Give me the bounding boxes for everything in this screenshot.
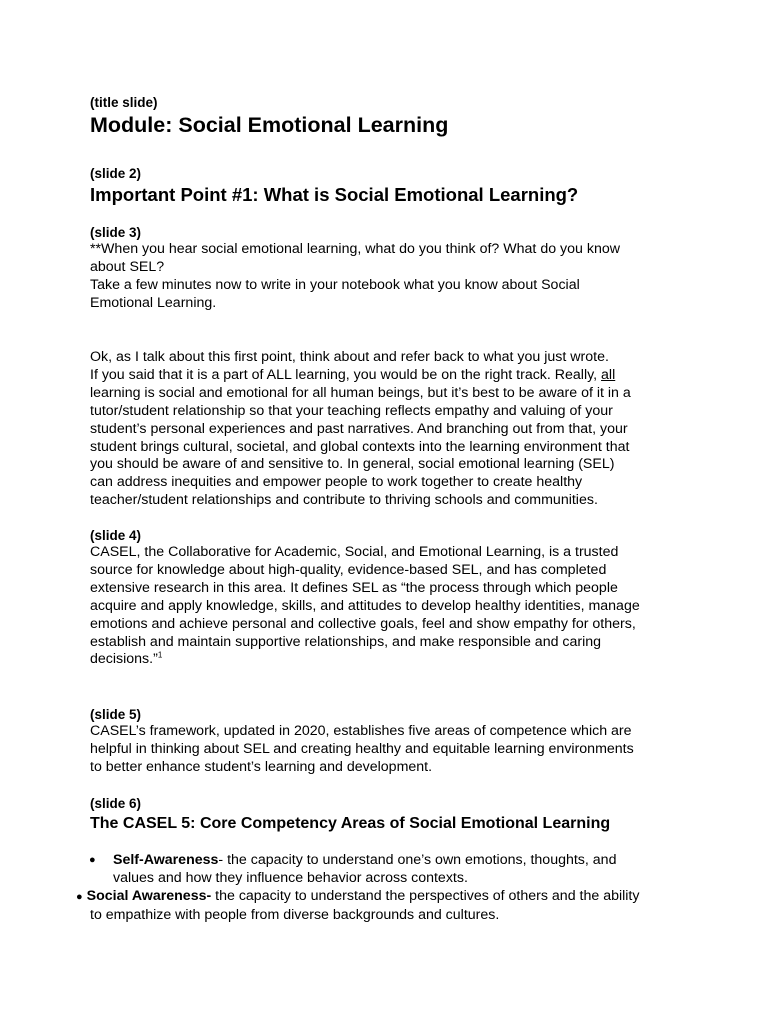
prompt-line: **When you hear social emotional learning, what do you think of? What do you know: [90, 241, 620, 257]
bullet-line: to empathize with people from diverse backgrounds and cultures.: [90, 906, 500, 923]
body-line: [90, 651, 690, 669]
bullet-line: [113, 852, 616, 870]
list-item: [89, 852, 617, 888]
bullet-text: the capacity to understand the perspectives of others and the ability: [211, 888, 640, 904]
module-title: Module: Social Emotional Learning: [90, 113, 449, 137]
underlined-all: all: [601, 366, 616, 383]
footnote-marker[interactable]: 1: [157, 650, 163, 660]
body-line: helpful in thinking about SEL and creating healthy and equitable learning environments: [90, 740, 634, 757]
important-point-heading: Important Point #1: What is Social Emotional Learning?: [90, 184, 579, 205]
body-line: establish and maintain supportive relationships, and make responsible and caring: [90, 633, 602, 650]
body-line: to better enhance student’s learning and development.: [90, 758, 433, 775]
body-line: teacher/student relationships and contribute to thriving schools and communities.: [90, 492, 598, 509]
body-line: you should be aware of and sensitive to. In general, social emotional learning (SEL): [90, 456, 615, 473]
bullet-icon: ●: [89, 854, 96, 866]
slide-6-label: (slide 6): [90, 796, 142, 811]
prompt-line: about SEL?: [90, 258, 165, 275]
bullet-term: Self-Awareness: [113, 852, 219, 868]
body-line: emotions and achieve personal and collective goals, feel and show empathy for others,: [90, 615, 636, 632]
casel-5-heading: The CASEL 5: Core Competency Areas of Social Emotional Learning: [90, 815, 611, 832]
body-line: acquire and apply knowledge, skills, and attitudes to develop healthy identities, manage: [90, 597, 640, 614]
prompt-line: Take a few minutes now to write in your notebook what you know about Social: [90, 276, 580, 293]
bullet-line: values and how they influence behavior across contexts.: [113, 869, 468, 886]
slide-4-label: (slide 4): [90, 528, 142, 543]
body-line-text: decisions.”: [90, 651, 158, 668]
slide-3-body: [90, 349, 690, 510]
body-line: Ok, as I talk about this first point, think about and refer back to what you just wrote.: [90, 349, 609, 365]
slide-3-prompt: [90, 241, 690, 313]
slide-2-label: (slide 2): [90, 166, 142, 181]
body-line-text: If you said that it is a part of ALL learning, you would be on the right track. Really,: [90, 366, 602, 383]
body-line: learning is social and emotional for all human beings, but it’s best to be aware of it in a: [90, 384, 631, 401]
prompt-line: Emotional Learning.: [90, 294, 217, 311]
slide-3-label: (slide 3): [90, 225, 142, 240]
body-line: can address inequities and empower people to work together to create healthy: [90, 474, 583, 491]
body-line: source for knowledge about high-quality, evidence-based SEL, and has completed: [90, 561, 607, 578]
body-line: CASEL, the Collaborative for Academic, Social, and Emotional Learning, is a trusted: [90, 544, 619, 560]
body-line: [90, 367, 690, 385]
list-item: [76, 888, 639, 925]
bullet-line: [76, 888, 639, 907]
body-line: extensive research in this area. It defines SEL as “the process through which people: [90, 579, 618, 596]
body-line: CASEL’s framework, updated in 2020, establishes five areas of competence which are: [90, 723, 632, 739]
slide-5-label: (slide 5): [90, 707, 142, 722]
body-line: student brings cultural, societal, and global contexts into the learning environment that: [90, 438, 630, 455]
slide-5-body: [90, 723, 690, 777]
slide-4-body: [90, 544, 690, 669]
bullet-icon: ●: [76, 891, 83, 903]
title-slide-label: (title slide): [90, 95, 158, 110]
bullet-term: Social Awareness-: [86, 888, 212, 904]
bullet-text: - the capacity to understand one’s own emotions, thoughts, and: [218, 852, 617, 868]
body-line: tutor/student relationship so that your teaching reflects empathy and valuing of your: [90, 402, 613, 419]
body-line: student’s personal experiences and past narratives. And branching out from that, your: [90, 420, 628, 437]
